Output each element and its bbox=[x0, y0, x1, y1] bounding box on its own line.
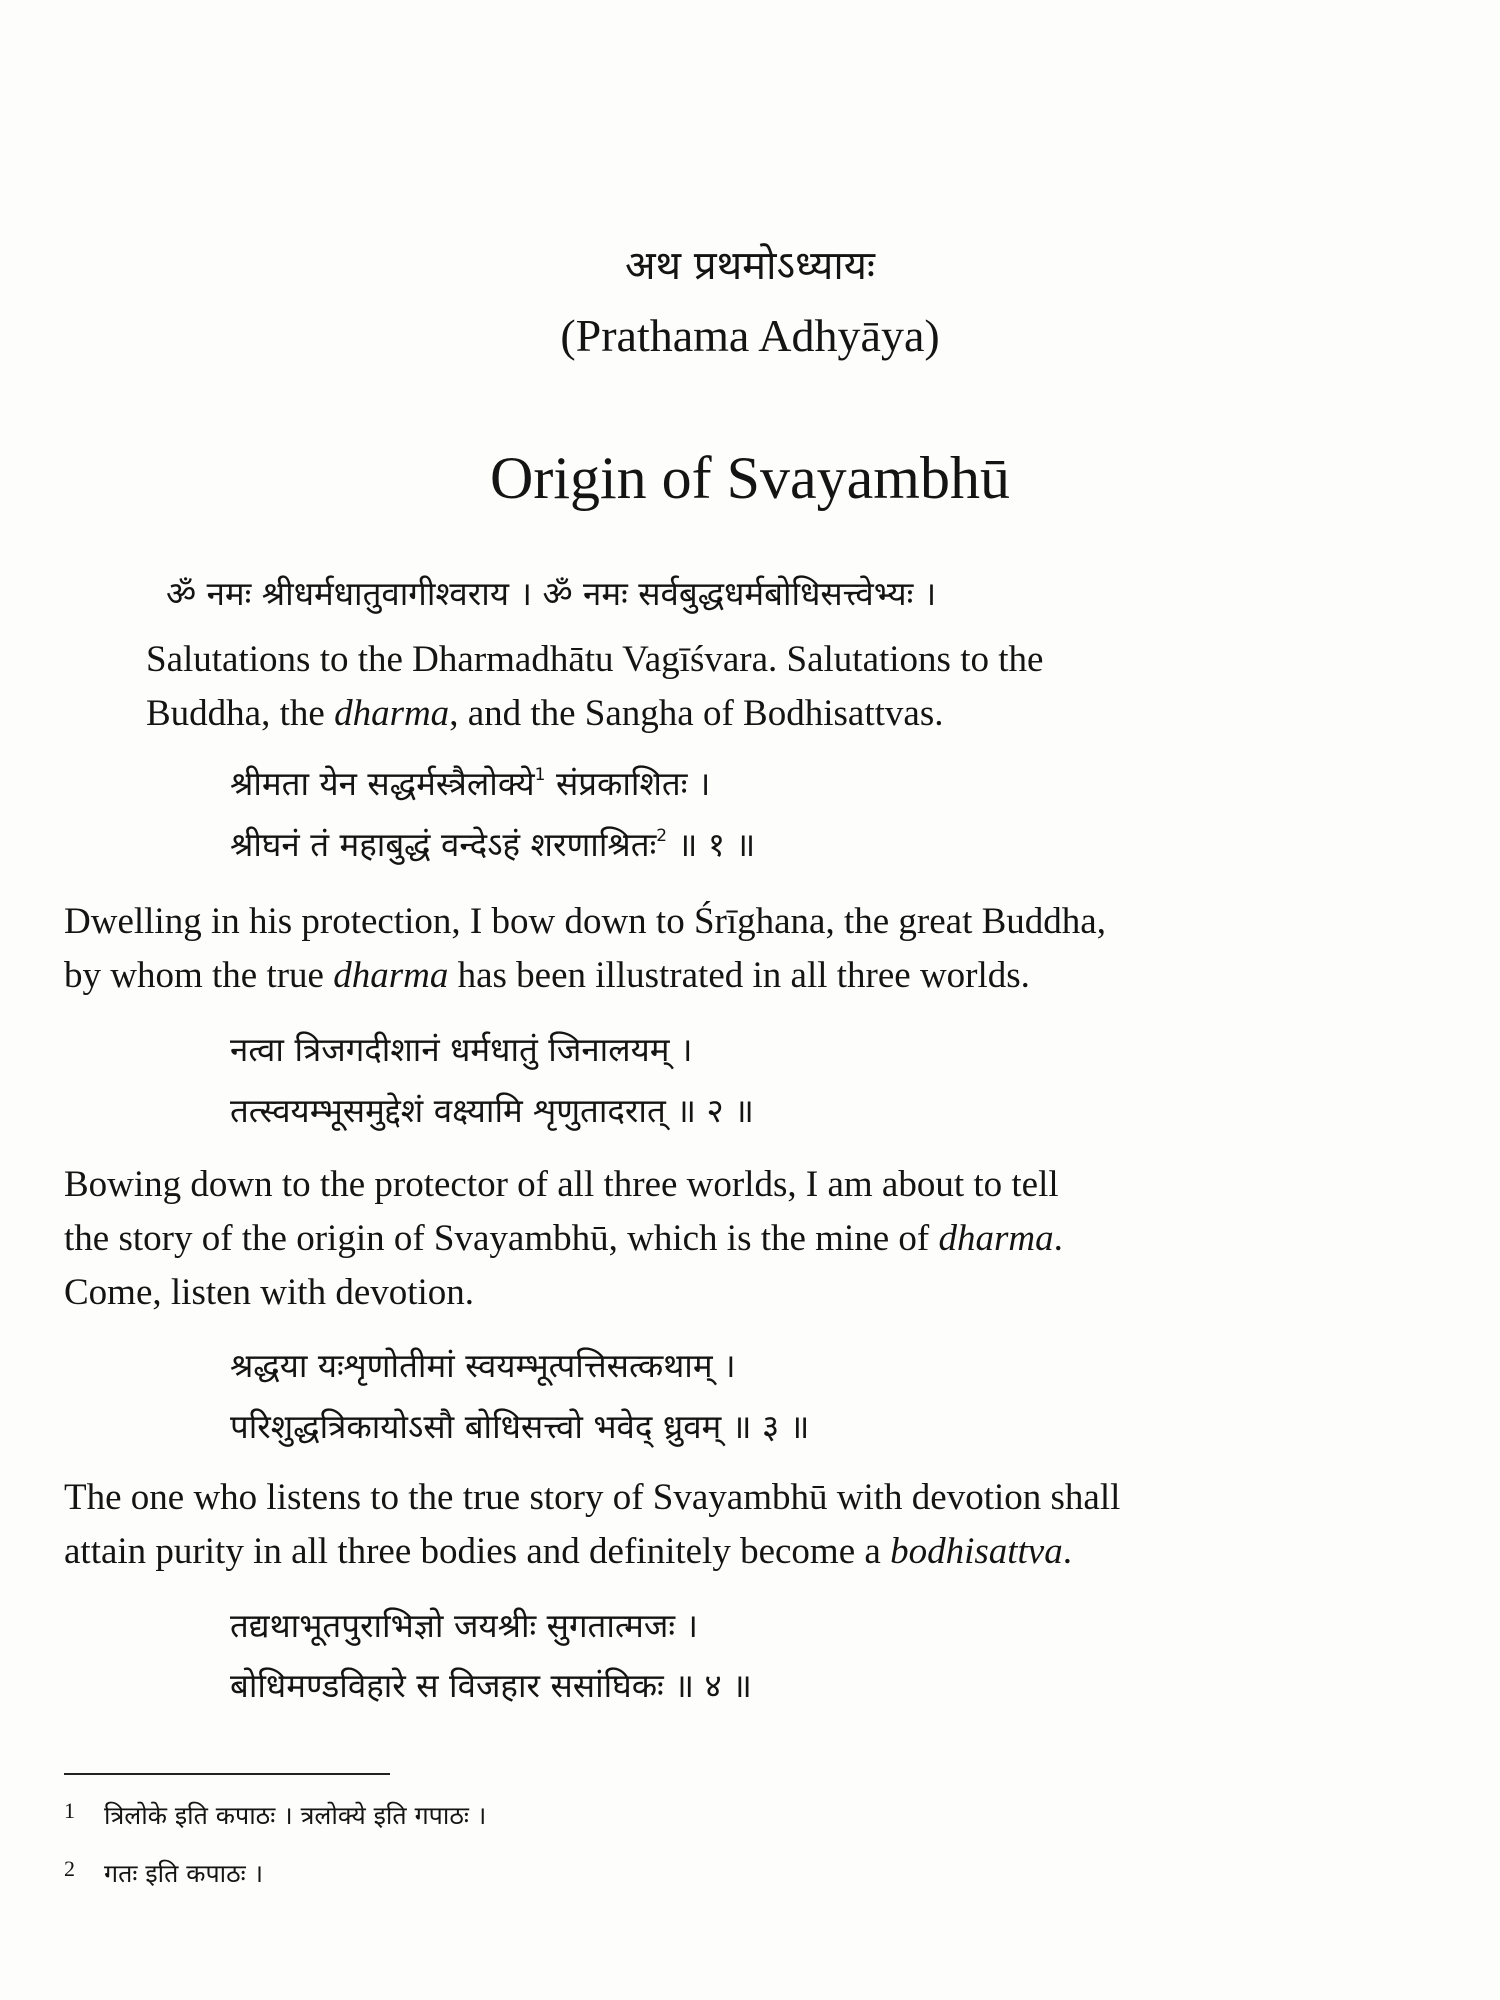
verse-3-line-2: परिशुद्धत्रिकायोऽसौ बोधिसत्त्वो भवेद् ध्रुवम् ॥ ३ ॥ bbox=[230, 1407, 810, 1446]
footnote-ref-2: 2 bbox=[656, 826, 668, 846]
footnote-text: गतः इति कपाठः । bbox=[104, 1859, 264, 1888]
chapter-title-sanskrit: अथ प्रथमोऽध्यायः bbox=[625, 243, 875, 289]
verse-2-english-line-2: the story of the origin of Svayambhū, which is the mine of dharma. bbox=[64, 1218, 1063, 1259]
verse-1-english-line-2: by whom the true dharma has been illustrated in all three worlds. bbox=[64, 955, 1030, 996]
verse-1-line-2: श्रीघनं तं महाबुद्धं वन्देऽहं शरणाश्रितः$^2$ ॥ १ ॥ bbox=[230, 825, 756, 864]
footnote-2 bbox=[64, 1852, 263, 1891]
verse-4-line-2: बोधिमण्डविहारे स विजहार ससांघिकः ॥ ४ ॥ bbox=[230, 1666, 752, 1705]
verse-1-english-line-1: Dwelling in his protection, I bow down to Śrīghana, the great Buddha, bbox=[64, 901, 1106, 942]
verse-2-line-1: नत्वा त्रिजगदीशानं धर्मधातुं जिनालयम् । bbox=[230, 1030, 693, 1069]
verse-3-english-line-1: The one who listens to the true story of Svayambhū with devotion shall bbox=[64, 1477, 1121, 1518]
invocation-english-line-2: Buddha, the dharma, and the Sangha of Bodhisattvas. bbox=[146, 693, 944, 734]
verse-2-line-2: तत्स्वयम्भूसमुद्देशं वक्ष्यामि शृणुतादरात् ॥ २ ॥ bbox=[230, 1091, 754, 1130]
verse-2-english-line-3: Come, listen with devotion. bbox=[64, 1272, 475, 1313]
footnote-number: 1 bbox=[64, 1798, 75, 1823]
invocation-english-line-1: Salutations to the Dharmadhātu Vagīśvara. Salutations to the bbox=[146, 639, 1044, 680]
section-heading: Origin of Svayambhū bbox=[490, 445, 1010, 511]
verse-3-line-1: श्रद्धया यःशृणोतीमां स्वयम्भूत्पत्तिसत्कथाम् । bbox=[230, 1346, 736, 1385]
verse-4-line-1: तद्यथाभूतपुराभिज्ञो जयश्रीः सुगतात्मजः । bbox=[230, 1606, 699, 1645]
footnote-text: त्रिलोके इति कपाठः । त्रलोक्ये इति गपाठः । bbox=[104, 1801, 487, 1830]
footnote-ref-1: 1 bbox=[534, 765, 546, 785]
chapter-title-english: (Prathama Adhyāya) bbox=[560, 310, 940, 361]
footnote-divider bbox=[64, 1773, 390, 1775]
footnote-number: 2 bbox=[64, 1856, 75, 1881]
invocation-sanskrit: ॐ नमः श्रीधर्मधातुवागीश्वराय । ॐ नमः सर्वबुद्धधर्मबोधिसत्त्वेभ्यः । bbox=[166, 574, 937, 613]
footnote-1 bbox=[64, 1794, 486, 1833]
verse-2-english-line-1: Bowing down to the protector of all three worlds, I am about to tell bbox=[64, 1164, 1059, 1205]
verse-3-english-line-2: attain purity in all three bodies and definitely become a bodhisattva. bbox=[64, 1531, 1072, 1572]
verse-1-line-1: श्रीमता येन सद्धर्मस्त्रैलोक्ये$^1$ संप्रकाशितः । bbox=[230, 764, 711, 803]
